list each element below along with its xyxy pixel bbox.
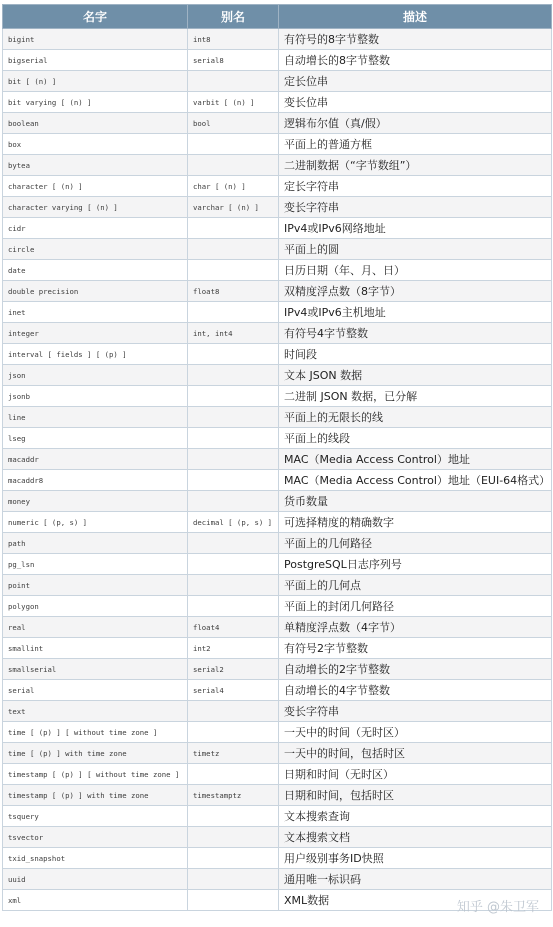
type-alias-cell [188, 554, 279, 575]
type-description-cell: 二进制 JSON 数据，已分解 [279, 386, 552, 407]
type-description-cell: 有符号2字节整数 [279, 638, 552, 659]
type-name-cell: box [3, 134, 188, 155]
type-name-cell: character varying [ (n) ] [3, 197, 188, 218]
table-row [3, 71, 552, 92]
type-alias-cell [188, 386, 279, 407]
table-row [3, 722, 552, 743]
header-row [3, 5, 552, 29]
type-name-cell: line [3, 407, 188, 428]
table-body [3, 29, 552, 911]
type-alias-cell [188, 407, 279, 428]
type-alias-cell [188, 239, 279, 260]
type-description-cell: 定长位串 [279, 71, 552, 92]
type-alias-cell [188, 701, 279, 722]
type-description-cell: 双精度浮点数（8字节） [279, 281, 552, 302]
table-header [3, 5, 552, 29]
type-alias-cell: serial8 [188, 50, 279, 71]
type-alias-cell: decimal [ (p, s) ] [188, 512, 279, 533]
table-row [3, 323, 552, 344]
watermark: 知乎 @朱卫军 [456, 900, 539, 915]
type-description-cell: MAC（Media Access Control）地址 [279, 449, 552, 470]
table-row [3, 617, 552, 638]
type-name-cell: smallint [3, 638, 188, 659]
type-name-cell: bigserial [3, 50, 188, 71]
type-name-cell: bit [ (n) ] [3, 71, 188, 92]
table-row [3, 638, 552, 659]
type-name-cell: lseg [3, 428, 188, 449]
table-row [3, 50, 552, 71]
type-name-cell: tsquery [3, 806, 188, 827]
type-description-cell: 逻辑布尔值（真/假） [279, 113, 552, 134]
table-row [3, 869, 552, 890]
type-alias-cell: timetz [188, 743, 279, 764]
table-row [3, 218, 552, 239]
table-row [3, 29, 552, 50]
table-row [3, 701, 552, 722]
data-types-table-container [2, 4, 551, 911]
type-name-cell: inet [3, 302, 188, 323]
type-alias-cell: bool [188, 113, 279, 134]
type-alias-cell [188, 848, 279, 869]
type-description-cell: 文本搜索查询 [279, 806, 552, 827]
type-description-cell: 日历日期（年、月、日） [279, 260, 552, 281]
type-alias-cell [188, 827, 279, 848]
type-description-cell: 日期和时间，包括时区 [279, 785, 552, 806]
type-alias-cell [188, 302, 279, 323]
type-alias-cell [188, 596, 279, 617]
type-name-cell: point [3, 575, 188, 596]
type-alias-cell: int, int4 [188, 323, 279, 344]
type-description-cell: 平面上的普通方框 [279, 134, 552, 155]
type-alias-cell [188, 764, 279, 785]
table-row [3, 344, 552, 365]
type-name-cell: numeric [ (p, s) ] [3, 512, 188, 533]
type-description-cell: 平面上的几何路径 [279, 533, 552, 554]
type-description-cell: 有符号4字节整数 [279, 323, 552, 344]
type-name-cell: interval [ fields ] [ (p) ] [3, 344, 188, 365]
header-name: 名字 [3, 5, 188, 29]
type-description-cell: 一天中的时间（无时区） [279, 722, 552, 743]
type-name-cell: boolean [3, 113, 188, 134]
type-description-cell: 用户级别事务ID快照 [279, 848, 552, 869]
type-alias-cell [188, 890, 279, 911]
type-alias-cell: int8 [188, 29, 279, 50]
type-alias-cell [188, 155, 279, 176]
type-name-cell: macaddr [3, 449, 188, 470]
table-row [3, 281, 552, 302]
type-name-cell: uuid [3, 869, 188, 890]
type-description-cell: 文本 JSON 数据 [279, 365, 552, 386]
data-types-table [2, 4, 552, 911]
type-description-cell: 二进制数据（“字节数组”） [279, 155, 552, 176]
table-row [3, 680, 552, 701]
type-name-cell: bytea [3, 155, 188, 176]
type-name-cell: jsonb [3, 386, 188, 407]
type-alias-cell: float8 [188, 281, 279, 302]
type-name-cell: xml [3, 890, 188, 911]
type-description-cell: 单精度浮点数（4字节） [279, 617, 552, 638]
type-name-cell: bigint [3, 29, 188, 50]
table-row [3, 176, 552, 197]
type-description-cell: 通用唯一标识码 [279, 869, 552, 890]
type-name-cell: json [3, 365, 188, 386]
type-alias-cell: varchar [ (n) ] [188, 197, 279, 218]
type-description-cell: PostgreSQL日志序列号 [279, 554, 552, 575]
type-name-cell: time [ (p) ] with time zone [3, 743, 188, 764]
table-row [3, 155, 552, 176]
type-description-cell: 平面上的圆 [279, 239, 552, 260]
table-row [3, 554, 552, 575]
type-description-cell: 货币数量 [279, 491, 552, 512]
type-description-cell: 自动增长的4字节整数 [279, 680, 552, 701]
table-row [3, 596, 552, 617]
table-row [3, 197, 552, 218]
type-alias-cell [188, 365, 279, 386]
type-name-cell: money [3, 491, 188, 512]
type-alias-cell [188, 869, 279, 890]
type-name-cell: character [ (n) ] [3, 176, 188, 197]
table-row [3, 659, 552, 680]
type-description-cell: 日期和时间（无时区） [279, 764, 552, 785]
type-name-cell: time [ (p) ] [ without time zone ] [3, 722, 188, 743]
type-description-cell: 变长字符串 [279, 701, 552, 722]
type-description-cell: IPv4或IPv6网络地址 [279, 218, 552, 239]
table-row [3, 449, 552, 470]
type-alias-cell [188, 575, 279, 596]
type-description-cell: 平面上的封闭几何路径 [279, 596, 552, 617]
type-description-cell: XML数据 [279, 890, 552, 911]
header-description: 描述 [279, 5, 552, 29]
table-row [3, 365, 552, 386]
type-description-cell: 时间段 [279, 344, 552, 365]
type-name-cell: date [3, 260, 188, 281]
type-alias-cell [188, 71, 279, 92]
type-alias-cell: timestamptz [188, 785, 279, 806]
table-row [3, 386, 552, 407]
type-name-cell: cidr [3, 218, 188, 239]
type-description-cell: 自动增长的8字节整数 [279, 50, 552, 71]
table-row [3, 470, 552, 491]
table-row [3, 113, 552, 134]
type-name-cell: integer [3, 323, 188, 344]
type-description-cell: 自动增长的2字节整数 [279, 659, 552, 680]
type-alias-cell [188, 428, 279, 449]
type-description-cell: 平面上的几何点 [279, 575, 552, 596]
type-description-cell: 可选择精度的精确数字 [279, 512, 552, 533]
type-name-cell: txid_snapshot [3, 848, 188, 869]
type-description-cell: 平面上的无限长的线 [279, 407, 552, 428]
type-name-cell: timestamp [ (p) ] with time zone [3, 785, 188, 806]
table-row [3, 575, 552, 596]
type-description-cell: 变长位串 [279, 92, 552, 113]
type-alias-cell: serial4 [188, 680, 279, 701]
type-description-cell: 定长字符串 [279, 176, 552, 197]
type-name-cell: text [3, 701, 188, 722]
header-alias: 别名 [188, 5, 279, 29]
type-name-cell: smallserial [3, 659, 188, 680]
type-alias-cell [188, 491, 279, 512]
type-name-cell: macaddr8 [3, 470, 188, 491]
type-alias-cell [188, 806, 279, 827]
table-row [3, 407, 552, 428]
table-row [3, 764, 552, 785]
type-alias-cell: int2 [188, 638, 279, 659]
type-name-cell: tsvector [3, 827, 188, 848]
type-description-cell: 变长字符串 [279, 197, 552, 218]
type-description-cell: 文本搜索文档 [279, 827, 552, 848]
table-row [3, 239, 552, 260]
table-row [3, 134, 552, 155]
type-description-cell: 一天中的时间，包括时区 [279, 743, 552, 764]
table-row [3, 827, 552, 848]
type-alias-cell: char [ (n) ] [188, 176, 279, 197]
type-description-cell: IPv4或IPv6主机地址 [279, 302, 552, 323]
table-row [3, 743, 552, 764]
type-name-cell: bit varying [ (n) ] [3, 92, 188, 113]
table-row [3, 428, 552, 449]
type-alias-cell [188, 449, 279, 470]
type-name-cell: double precision [3, 281, 188, 302]
table-row [3, 491, 552, 512]
type-description-cell: 平面上的线段 [279, 428, 552, 449]
type-alias-cell [188, 260, 279, 281]
table-row [3, 533, 552, 554]
type-name-cell: timestamp [ (p) ] [ without time zone ] [3, 764, 188, 785]
table-row [3, 785, 552, 806]
type-name-cell: circle [3, 239, 188, 260]
type-alias-cell: varbit [ (n) ] [188, 92, 279, 113]
type-name-cell: pg_lsn [3, 554, 188, 575]
type-alias-cell [188, 470, 279, 491]
table-row [3, 848, 552, 869]
type-description-cell: MAC（Media Access Control）地址（EUI-64格式） [279, 470, 552, 491]
type-description-cell: 有符号的8字节整数 [279, 29, 552, 50]
type-alias-cell [188, 134, 279, 155]
type-alias-cell [188, 218, 279, 239]
table-row [3, 260, 552, 281]
table-row [3, 92, 552, 113]
type-name-cell: serial [3, 680, 188, 701]
type-alias-cell [188, 533, 279, 554]
type-alias-cell: float4 [188, 617, 279, 638]
type-alias-cell: serial2 [188, 659, 279, 680]
type-name-cell: real [3, 617, 188, 638]
table-row [3, 512, 552, 533]
type-alias-cell [188, 722, 279, 743]
table-row [3, 302, 552, 323]
type-alias-cell [188, 344, 279, 365]
table-row [3, 806, 552, 827]
type-name-cell: polygon [3, 596, 188, 617]
type-name-cell: path [3, 533, 188, 554]
